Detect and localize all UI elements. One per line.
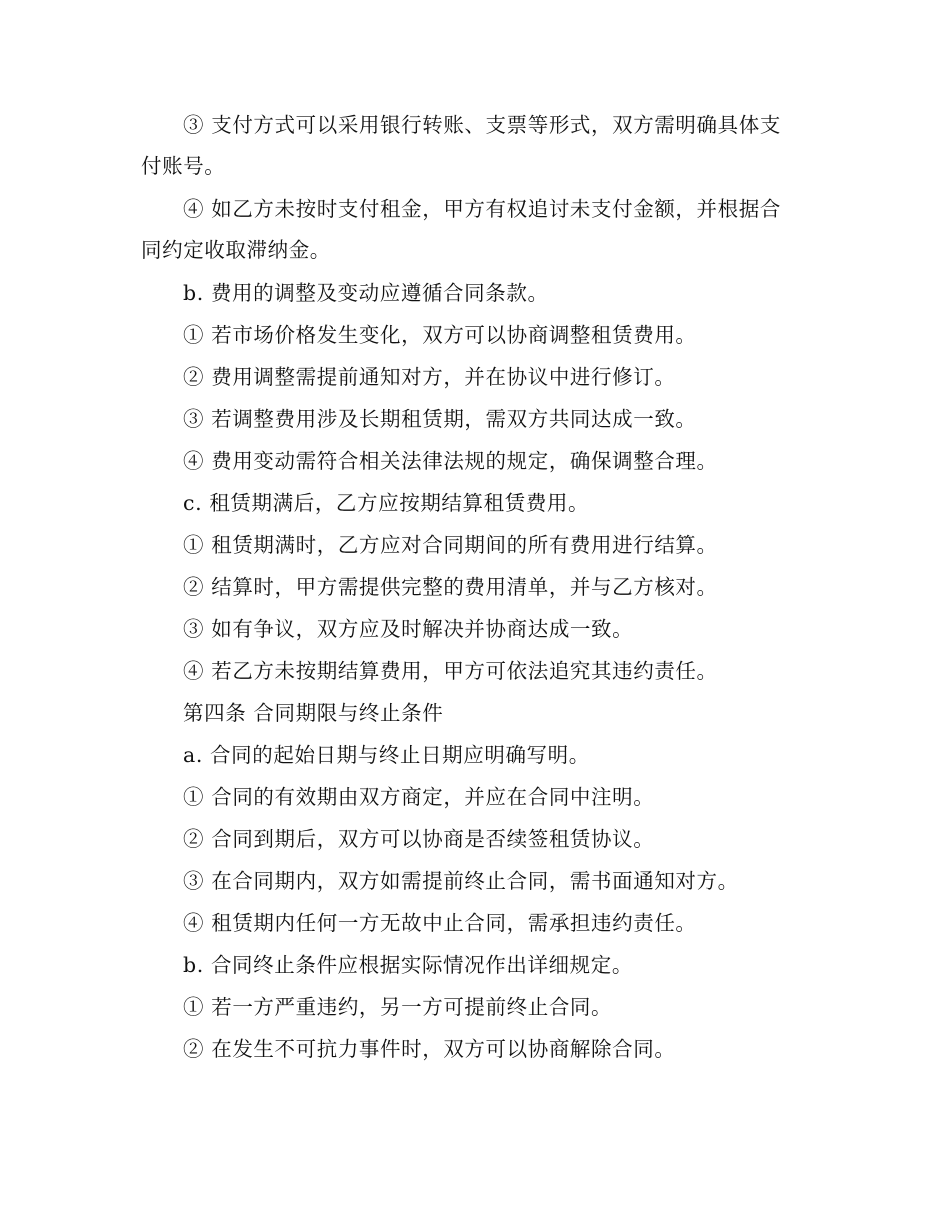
item-a-2: ② 合同到期后，双方可以协商是否续签租赁协议。 (183, 827, 655, 851)
item-b-termination-1: ① 若一方严重违约，另一方可提前终止合同。 (183, 995, 613, 1019)
item-c-3: ③ 如有争议，双方应及时解决并协商达成一致。 (183, 617, 634, 641)
item-a-3: ③ 在合同期内，双方如需提前终止合同，需书面通知对方。 (183, 869, 739, 893)
section-a-dates: a. 合同的起始日期与终止日期应明确写明。 (183, 743, 590, 767)
clause-4-late-payment-line1: ④ 如乙方未按时支付租金，甲方有权追讨未支付金额，并根据合 (183, 197, 781, 221)
clause-3-payment-method-line2: 付账号。 (141, 154, 226, 178)
item-b-3: ③ 若调整费用涉及长期租赁期，需双方共同达成一致。 (183, 407, 697, 431)
item-a-1: ① 合同的有效期由双方商定，并应在合同中注明。 (183, 785, 655, 809)
item-b-1: ① 若市场价格发生变化，双方可以协商调整租赁费用。 (183, 323, 697, 347)
item-c-1: ① 租赁期满时，乙方应对合同期间的所有费用进行结算。 (183, 533, 718, 557)
article-4-heading: 第四条 合同期限与终止条件 (183, 701, 444, 725)
item-b-4: ④ 费用变动需符合相关法律法规的规定，确保调整合理。 (183, 449, 718, 473)
section-b-fee-adjustment: b. 费用的调整及变动应遵循合同条款。 (183, 281, 549, 305)
item-b-2: ② 费用调整需提前通知对方，并在协议中进行修订。 (183, 365, 676, 389)
clause-4-late-payment-line2: 同约定收取滞纳金。 (141, 238, 331, 262)
clause-3-payment-method-line1: ③ 支付方式可以采用银行转账、支票等形式，双方需明确具体支 (183, 113, 781, 137)
item-c-4: ④ 若乙方未按期结算费用，甲方可依法追究其违约责任。 (183, 659, 718, 683)
item-b-termination-2: ② 在发生不可抗力事件时，双方可以协商解除合同。 (183, 1037, 676, 1061)
section-c-settlement: c. 租赁期满后，乙方应按期结算租赁费用。 (183, 491, 590, 515)
item-a-4: ④ 租赁期内任何一方无故中止合同，需承担违约责任。 (183, 911, 697, 935)
item-c-2: ② 结算时，甲方需提供完整的费用清单，并与乙方核对。 (183, 575, 718, 599)
section-b-termination: b. 合同终止条件应根据实际情况作出详细规定。 (183, 953, 633, 977)
